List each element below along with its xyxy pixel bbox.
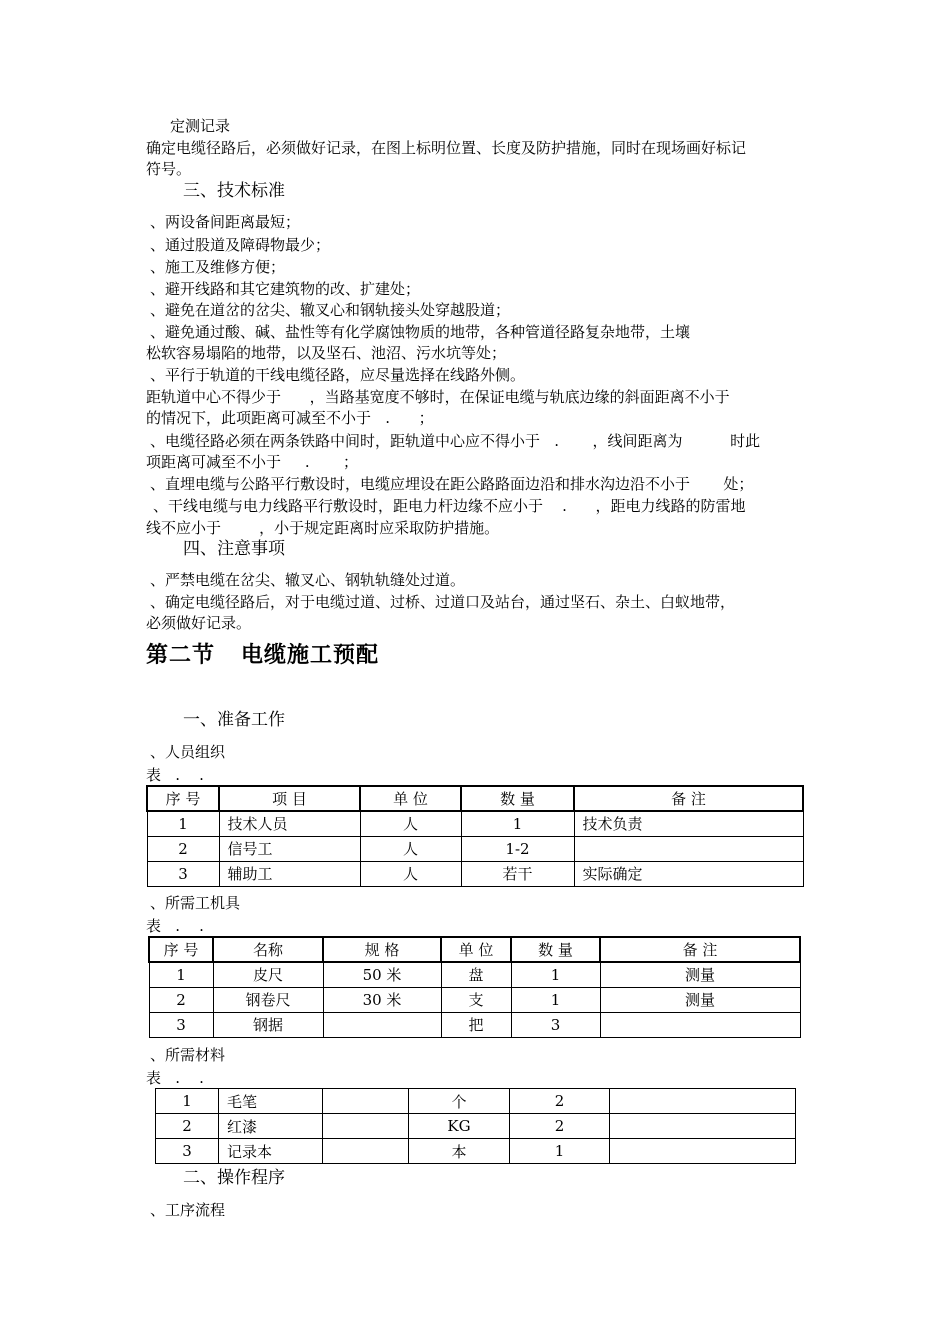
- table-cell: KG: [409, 1114, 510, 1139]
- section-heading-procedure: 二、操作程序: [183, 1168, 285, 1188]
- table-cell: [600, 1012, 800, 1037]
- chapter-title: 第二节 电缆施工预配: [146, 643, 379, 668]
- materials-table: [155, 1088, 796, 1164]
- table-cell: 测量: [600, 962, 800, 987]
- table-cell: 实际确定: [574, 861, 803, 886]
- table-cell: 3: [147, 861, 219, 886]
- section-heading-tech-standard: 三、技术标准: [183, 181, 285, 201]
- table-cell: [610, 1114, 796, 1139]
- table-row: [156, 1114, 796, 1139]
- header-cell: 备 注: [574, 786, 803, 811]
- table-cell: 1: [156, 1089, 219, 1114]
- header-cell: 数 量: [511, 937, 600, 962]
- table-row: [149, 1012, 800, 1037]
- table-cell: 2: [510, 1114, 610, 1139]
- table-cell: 1: [461, 811, 574, 836]
- list-item: 、干线电缆与电力线路平行敷设时，距电力杆边缘不应小于 . ，距电力线路的防雷地: [153, 497, 746, 515]
- subsection-tools: 、所需工机具: [150, 894, 241, 912]
- list-item-continued: 松软容易塌陷的地带，以及坚石、池沼、污水坑等处；: [146, 344, 507, 362]
- table-caption: 表 . .: [146, 917, 204, 935]
- table-cell: 2: [156, 1114, 219, 1139]
- table-cell: 1: [149, 962, 213, 987]
- table-row: [147, 836, 803, 861]
- table-cell: [323, 1114, 409, 1139]
- list-item: 、避免在道岔的岔尖、辙叉心和钢轨接头处穿越股道；: [150, 301, 511, 319]
- table-cell: 1: [511, 962, 600, 987]
- section-heading-notes: 四、注意事项: [183, 539, 285, 559]
- list-item: 、通过股道及障碍物最少；: [150, 236, 331, 254]
- header-cell: 数 量: [461, 786, 574, 811]
- table-cell: 若干: [461, 861, 574, 886]
- table-cell: 毛笔: [219, 1089, 323, 1114]
- table-row: [156, 1089, 796, 1114]
- table-header-row: [147, 786, 803, 811]
- table-cell: 辅助工: [219, 861, 360, 886]
- table-row: [149, 987, 800, 1012]
- table-caption: 表 . .: [146, 1069, 204, 1087]
- header-cell: 单 位: [441, 937, 511, 962]
- survey-record-heading: 定测记录: [170, 117, 231, 135]
- table-cell: 2: [510, 1089, 610, 1114]
- table-cell: 本: [409, 1139, 510, 1164]
- table-cell: [610, 1089, 796, 1114]
- header-cell: 备 注: [600, 937, 800, 962]
- table-cell: 30 米: [323, 987, 441, 1012]
- list-item-continued: 距轨道中心不得少于 ，当路基宽度不够时，在保证电缆与轨底边缘的斜面距离不小于: [146, 388, 730, 406]
- table-caption: 表 . .: [146, 766, 204, 784]
- table-cell: 红漆: [219, 1114, 323, 1139]
- table-cell: [610, 1139, 796, 1164]
- table-cell: 皮尺: [213, 962, 323, 987]
- personnel-table: [146, 785, 804, 887]
- table-cell: 盘: [441, 962, 511, 987]
- table-cell: 钢据: [213, 1012, 323, 1037]
- table-header-row: [149, 937, 800, 962]
- table-cell: 3: [149, 1012, 213, 1037]
- table-cell: 技术负责: [574, 811, 803, 836]
- table-cell: 3: [511, 1012, 600, 1037]
- table-row: [149, 962, 800, 987]
- paragraph-line: 符号。: [146, 160, 192, 178]
- table-cell: 人: [360, 836, 461, 861]
- table-cell: 技术人员: [219, 811, 360, 836]
- table-row: [156, 1139, 796, 1164]
- table-cell: 支: [441, 987, 511, 1012]
- header-cell: 名称: [213, 937, 323, 962]
- table-cell: 钢卷尺: [213, 987, 323, 1012]
- table-cell: 把: [441, 1012, 511, 1037]
- header-cell: 规 格: [323, 937, 441, 962]
- paragraph-line: 确定电缆径路后，必须做好记录，在图上标明位置、长度及防护措施，同时在现场画好标记: [146, 139, 747, 157]
- table-cell: 人: [360, 811, 461, 836]
- header-cell: 序 号: [147, 786, 219, 811]
- table-cell: 1: [147, 811, 219, 836]
- list-item: 、直埋电缆与公路平行敷设时，电缆应埋设在距公路路面边沿和排水沟边沿不小于 处；: [150, 475, 754, 493]
- table-cell: 个: [409, 1089, 510, 1114]
- list-item: 、严禁电缆在岔尖、辙叉心、钢轨轨缝处过道。: [150, 571, 466, 589]
- list-item-continued: 项距离可减至不小于 . ；: [146, 453, 358, 471]
- table-row: [147, 811, 803, 836]
- table-cell: 3: [156, 1139, 219, 1164]
- subsection-materials: 、所需材料: [150, 1046, 226, 1064]
- table-cell: 2: [147, 836, 219, 861]
- tools-table: [148, 936, 801, 1038]
- table-cell: 1: [510, 1139, 610, 1164]
- list-item: 、平行于轨道的干线电缆径路，应尽量选择在线路外侧。: [150, 366, 526, 384]
- table-cell: 测量: [600, 987, 800, 1012]
- list-item: 、避开线路和其它建筑物的改、扩建处；: [150, 280, 421, 298]
- list-item: 、施工及维修方便；: [150, 258, 286, 276]
- table-cell: 信号工: [219, 836, 360, 861]
- list-item: 、两设备间距离最短；: [150, 213, 301, 231]
- header-cell: 序 号: [149, 937, 213, 962]
- list-item-continued: 线不应小于 ，小于规定距离时应采取防护措施。: [146, 519, 500, 537]
- table-cell: 2: [149, 987, 213, 1012]
- list-item: 、避免通过酸、碱、盐性等有化学腐蚀物质的地带，各种管道径路复杂地带，土壤: [150, 323, 691, 341]
- list-item: 、确定电缆径路后，对于电缆过道、过桥、过道口及站台，通过坚石、杂土、白蚁地带，: [150, 593, 736, 611]
- subsection-process-flow: 、工序流程: [150, 1201, 226, 1219]
- table-cell: 1: [511, 987, 600, 1012]
- section-heading-preparation: 一、准备工作: [183, 710, 285, 730]
- table-cell: 50 米: [323, 962, 441, 987]
- header-cell: 单 位: [360, 786, 461, 811]
- table-cell: [323, 1139, 409, 1164]
- table-cell: 记录本: [219, 1139, 323, 1164]
- list-item: 、电缆径路必须在两条铁路中间时，距轨道中心应不得小于 . ，线间距离为 时此: [150, 432, 761, 450]
- list-item-continued: 必须做好记录。: [146, 614, 252, 632]
- table-cell: [574, 836, 803, 861]
- table-cell: [323, 1012, 441, 1037]
- table-cell: [323, 1089, 409, 1114]
- subsection-personnel: 、人员组织: [150, 743, 226, 761]
- header-cell: 项 目: [219, 786, 360, 811]
- list-item-continued: 的情况下，此项距离可减至不小于 . ；: [146, 409, 434, 427]
- table-cell: 人: [360, 861, 461, 886]
- table-cell: 1-2: [461, 836, 574, 861]
- table-row: [147, 861, 803, 886]
